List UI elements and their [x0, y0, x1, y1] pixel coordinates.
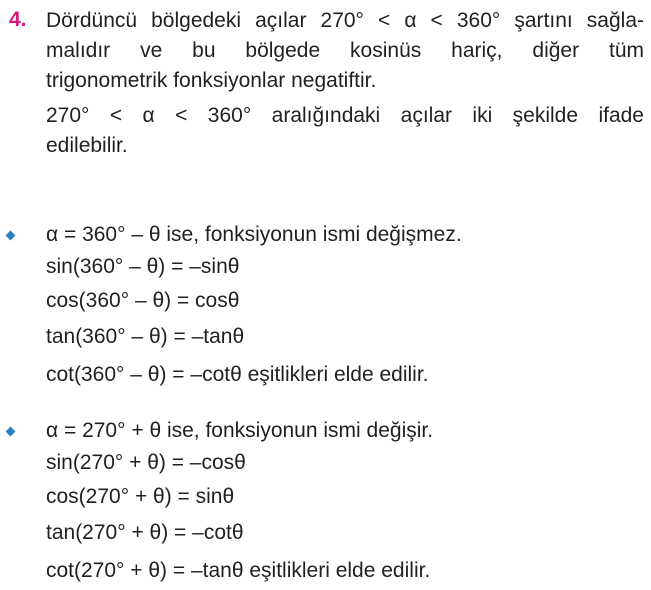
case1-tan-equation: tan(360° – θ) = –tanθ	[46, 325, 245, 348]
case1-sin-equation: sin(360° – θ) = –sinθ	[46, 255, 240, 278]
case2-tan-equation: tan(270° + θ) = –cotθ	[46, 521, 244, 544]
case2-cot-equation: cot(270° + θ) = –tanθ eşitlikleri elde edilir.	[46, 559, 431, 582]
bullet-diamond-icon	[6, 427, 16, 437]
range-line-2: edilebilir.	[46, 134, 128, 157]
problem-number: 4.	[9, 8, 27, 31]
intro-line-3: trigonometrik fonksiyonlar negatiftir.	[46, 69, 377, 92]
case2-heading: α = 270° + θ ise, fonksiyonun ismi değişir.	[46, 419, 434, 442]
case2-sin-equation: sin(270° + θ) = –cosθ	[46, 451, 246, 474]
intro-line-1: Dördüncü bölgedeki açılar 270° < α < 360° şartını sağla-	[46, 9, 644, 32]
bullet-diamond-icon	[6, 231, 16, 241]
case1-cos-equation: cos(360° – θ) = cosθ	[46, 289, 240, 312]
case2-cos-equation: cos(270° + θ) = sinθ	[46, 485, 235, 508]
range-line-1: 270° < α < 360° aralığındaki açılar iki şekilde ifade	[46, 104, 644, 127]
case1-heading: α = 360° – θ ise, fonksiyonun ismi değişmez.	[46, 223, 462, 246]
range-paragraph	[46, 101, 644, 161]
intro-paragraph	[46, 6, 644, 96]
intro-line-2: malıdır ve bu bölgede kosinüs hariç, diğer tüm	[46, 39, 644, 62]
case1-cot-equation: cot(360° – θ) = –cotθ eşitlikleri elde edilir.	[46, 363, 429, 386]
